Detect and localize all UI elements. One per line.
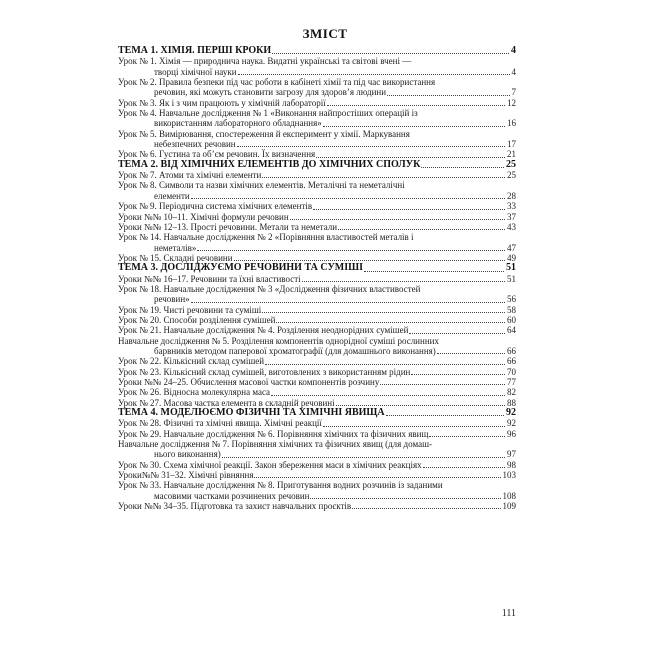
dot-leader <box>238 74 510 75</box>
dot-leader <box>310 498 500 499</box>
dot-leader <box>197 250 505 251</box>
toc-page-number: 58 <box>507 304 516 315</box>
toc-page-number: 49 <box>507 252 516 263</box>
toc-entry <box>118 460 516 470</box>
toc-page-number: 103 <box>502 470 516 481</box>
toc-entry-text: Уроки №№ 12–13. Прості речовини. Метали та неметали <box>118 221 338 232</box>
toc-entry-text: Навчальне дослідження № 7. Порівняння хімічних та фізичних явищ (для домаш- <box>118 439 433 450</box>
toc-page-number: 4 <box>511 66 516 77</box>
toc-entry <box>118 305 516 315</box>
dot-leader <box>380 384 505 385</box>
toc-entry <box>118 325 516 335</box>
toc-entry-text: Урок № 20. Способи розділення сумішей <box>118 314 276 325</box>
toc-entry <box>118 356 516 366</box>
toc-entry-text: Урок № 27. Масова частка елемента в складній речовині <box>118 397 335 408</box>
toc-entry-text: Урок № 22. Кількісний склад сумішей <box>118 356 265 367</box>
dot-leader <box>191 302 505 303</box>
toc-entry <box>118 418 516 428</box>
toc-entry-text: Урок № 33. Навчальне дослідження № 8. Приготування водних розчинів із заданими <box>118 480 443 491</box>
toc-entry-text: Урок № 19. Чисті речовини та суміші <box>118 304 262 315</box>
dot-leader <box>191 198 505 199</box>
dot-leader <box>271 395 505 396</box>
toc-entry <box>118 501 516 511</box>
dot-leader <box>411 374 505 375</box>
dot-leader <box>327 105 505 106</box>
toc-entry-text: речовин» <box>154 294 190 305</box>
toc-entry-text: Урок № 26. Відносна молекулярна маса <box>118 387 271 398</box>
toc-page-number: 12 <box>507 97 516 108</box>
toc-page-number: 70 <box>507 366 516 377</box>
toc-entry <box>118 222 516 232</box>
toc-page-number: 60 <box>507 314 516 325</box>
toc-entry-text: Урок № 29. Навчальне дослідження № 6. Порівняння хімічних та фізичних явищ <box>118 428 429 439</box>
toc-page-number: 47 <box>507 242 516 253</box>
toc-page-number: 51 <box>506 262 516 274</box>
dot-leader <box>409 333 505 334</box>
toc-entry <box>118 315 516 325</box>
toc-page-number: 108 <box>502 490 516 501</box>
dot-leader <box>222 457 505 458</box>
toc-page-number: 64 <box>507 325 516 336</box>
toc-entry-text: Навчальне дослідження № 5. Розділення компонентів однорідної суміші рослинних <box>118 335 439 346</box>
toc-entry <box>118 108 516 129</box>
toc-page-number: 88 <box>507 397 516 408</box>
dot-leader <box>302 281 505 282</box>
toc-page-number: 97 <box>507 449 516 460</box>
page-number: 111 <box>501 608 516 619</box>
toc-page-number: 66 <box>507 345 516 356</box>
toc-entry-text: ТЕМА 3. ДОСЛІДЖУЄМО РЕЧОВИНИ ТА СУМІШІ <box>118 263 363 274</box>
dot-leader <box>265 364 505 365</box>
toc-page-number: 92 <box>507 418 516 429</box>
toc-entry-text: Уроки№№ 31–32. Хімічні рівняння <box>118 470 254 481</box>
dot-leader <box>386 415 504 416</box>
dot-leader <box>423 467 505 468</box>
dot-leader <box>352 508 500 509</box>
toc-entry-text: Урок № 5. Вимірювання, спостереження й експеримент у хімії. Маркування <box>118 128 410 139</box>
toc-page-number: 51 <box>507 273 516 284</box>
toc-theme-heading <box>118 160 516 170</box>
toc-entry-text: ТЕМА 2. ВІД ХІМІЧНИХ ЕЛЕМЕНТІВ ДО ХІМІЧНИХ СПОЛУК <box>118 159 421 170</box>
toc-entry <box>118 98 516 108</box>
toc-theme-heading <box>118 408 516 418</box>
toc-entry-text: Урок № 1. Хімія — природнича наука. Видатні українські та світові вчені — <box>118 56 412 67</box>
toc-entry <box>118 253 516 263</box>
toc-page-number: 82 <box>507 387 516 398</box>
toc-page-number: 66 <box>507 356 516 367</box>
toc-page-number: 21 <box>507 149 516 160</box>
toc-entry-text: небезпечних речовин <box>154 139 236 150</box>
toc-page-number: 92 <box>506 407 516 419</box>
toc-entry-text: барвників методом паперової хроматографії (для домашнього виконання) <box>154 345 436 356</box>
toc-page-number: 43 <box>507 221 516 232</box>
toc-entry-text: Урок № 4. Навчальне дослідження № 1 «Виконання найпростіших операцій із <box>118 108 418 119</box>
dot-leader <box>323 126 505 127</box>
toc-entry-text: Урок № 3. Як і з чим працюють у хімічній лабораторії <box>118 97 326 108</box>
toc-page-number: 98 <box>507 459 516 470</box>
dot-leader <box>421 167 504 168</box>
dot-leader <box>276 322 505 323</box>
toc-page-number: 25 <box>506 158 516 170</box>
toc-entry <box>118 470 516 480</box>
toc-entry-text: Урок № 7. Атоми та хімічні елементи <box>118 170 262 181</box>
toc-entry <box>118 377 516 387</box>
toc-theme-heading <box>118 46 516 56</box>
toc-entry-text: Урок № 15. Складні речовини <box>118 252 233 263</box>
toc-entry <box>118 129 516 150</box>
dot-leader <box>364 271 504 272</box>
toc-entry-text: Урок № 18. Навчальне дослідження № 3 «Дослідження фізичних властивостей <box>118 283 421 294</box>
toc-theme-heading <box>118 263 516 273</box>
toc-entry <box>118 387 516 397</box>
toc-page-number: 17 <box>507 139 516 150</box>
toc-page-number: 77 <box>507 377 516 387</box>
toc-entry-text: нього виконання) <box>154 449 221 460</box>
toc-entry <box>118 149 516 159</box>
toc-entry <box>118 336 516 357</box>
toc-page-number: 56 <box>507 294 516 305</box>
toc-entry <box>118 429 516 439</box>
toc-entry <box>118 480 516 501</box>
toc-entry <box>118 439 516 460</box>
toc-entry-text: Уроки №№ 24–25. Обчислення масової частки компонентів розчину <box>118 377 380 387</box>
toc-entry <box>118 170 516 180</box>
page-title: ЗМІСТ <box>302 26 348 41</box>
toc-entry-text: Урок № 30. Схема хімічної реакції. Закон збереження маси в хімічних реакціях <box>118 459 422 470</box>
toc-entry <box>118 367 516 377</box>
dot-leader <box>387 95 509 96</box>
dot-leader <box>272 53 509 54</box>
toc-entry-text: Уроки №№ 34–35. Підготовка та захист навчальних проєктів <box>118 501 352 512</box>
toc-entry-text: неметалів» <box>154 242 197 253</box>
toc-entry <box>118 56 516 77</box>
toc-entry <box>118 232 516 253</box>
toc-entry-text: елементи <box>154 190 190 201</box>
toc-entry <box>118 180 516 201</box>
toc-entry-text: Урок № 21. Навчальне дослідження № 4. Розділення неоднорідних сумішей <box>118 325 409 336</box>
toc-entry-text: Урок № 23. Кількісний склад сумішей, виготовлених з використанням рідин <box>118 366 411 377</box>
toc-page-number: 16 <box>507 118 516 129</box>
toc-entry-text: використанням лабораторного обладнання» <box>154 118 322 129</box>
toc-entry-text: Урок № 9. Періодична система хімічних елементів <box>118 201 313 212</box>
toc-entry-text: речовин, які можуть становити загрозу для здоров’я людини <box>154 87 387 98</box>
toc-entry-text: Урок № 6. Густина та об’єм речовин. Їх визначення <box>118 149 316 160</box>
dot-leader <box>316 157 505 158</box>
toc-page-number: 7 <box>511 87 516 98</box>
toc-page-number: 96 <box>507 428 516 439</box>
dot-leader <box>290 219 505 220</box>
dot-leader <box>254 477 500 478</box>
toc-page-number: 37 <box>507 211 516 222</box>
toc-entry <box>118 212 516 222</box>
dot-leader <box>336 405 505 406</box>
dot-leader <box>338 229 505 230</box>
dot-leader <box>237 146 505 147</box>
toc-entry <box>118 274 516 284</box>
toc-entry-text: Уроки №№ 10–11. Хімічні формули речовин <box>118 211 289 222</box>
toc-entry-text: Урок № 14. Навчальне дослідження № 2 «Порівняння властивостей металів і <box>118 232 414 243</box>
table-of-contents <box>118 46 516 511</box>
toc-entry-text: Урок № 28. Фізичні та хімічні явища. Хімічні реакції <box>118 418 322 429</box>
dot-leader <box>262 312 505 313</box>
toc-page-number: 25 <box>507 170 516 181</box>
dot-leader <box>313 209 505 210</box>
dot-leader <box>429 436 505 437</box>
toc-entry-text: Урок № 2. Правила безпеки під час роботи в кабінеті хімії та під час використання <box>118 77 436 88</box>
toc-entry-text: ТЕМА 4. МОДЕЛЮЄМО ФІЗИЧНІ ТА ХІМІЧНІ ЯВИЩА <box>118 408 385 419</box>
toc-entry-text: творці хімічної науки <box>154 66 237 77</box>
toc-entry <box>118 201 516 211</box>
toc-entry-text: масовими частками розчинених речовин <box>154 490 310 501</box>
toc-entry <box>118 398 516 408</box>
dot-leader <box>234 260 505 261</box>
toc-entry <box>118 284 516 305</box>
toc-entry-text: Урок № 8. Символи та назви хімічних елементів. Металічні та неметалічні <box>118 180 405 191</box>
toc-page-number: 33 <box>507 201 516 212</box>
dot-leader <box>437 353 505 354</box>
dot-leader <box>262 177 505 178</box>
toc-entry-text: Уроки №№ 16–17. Речовини та їхні властивості <box>118 273 301 284</box>
toc-page-number: 109 <box>502 501 516 512</box>
toc-entry <box>118 77 516 98</box>
toc-entry-text: ТЕМА 1. ХІМІЯ. ПЕРШІ КРОКИ <box>118 46 272 56</box>
toc-page-number: 28 <box>507 190 516 201</box>
toc-page-number: 4 <box>511 45 516 56</box>
dot-leader <box>323 426 505 427</box>
